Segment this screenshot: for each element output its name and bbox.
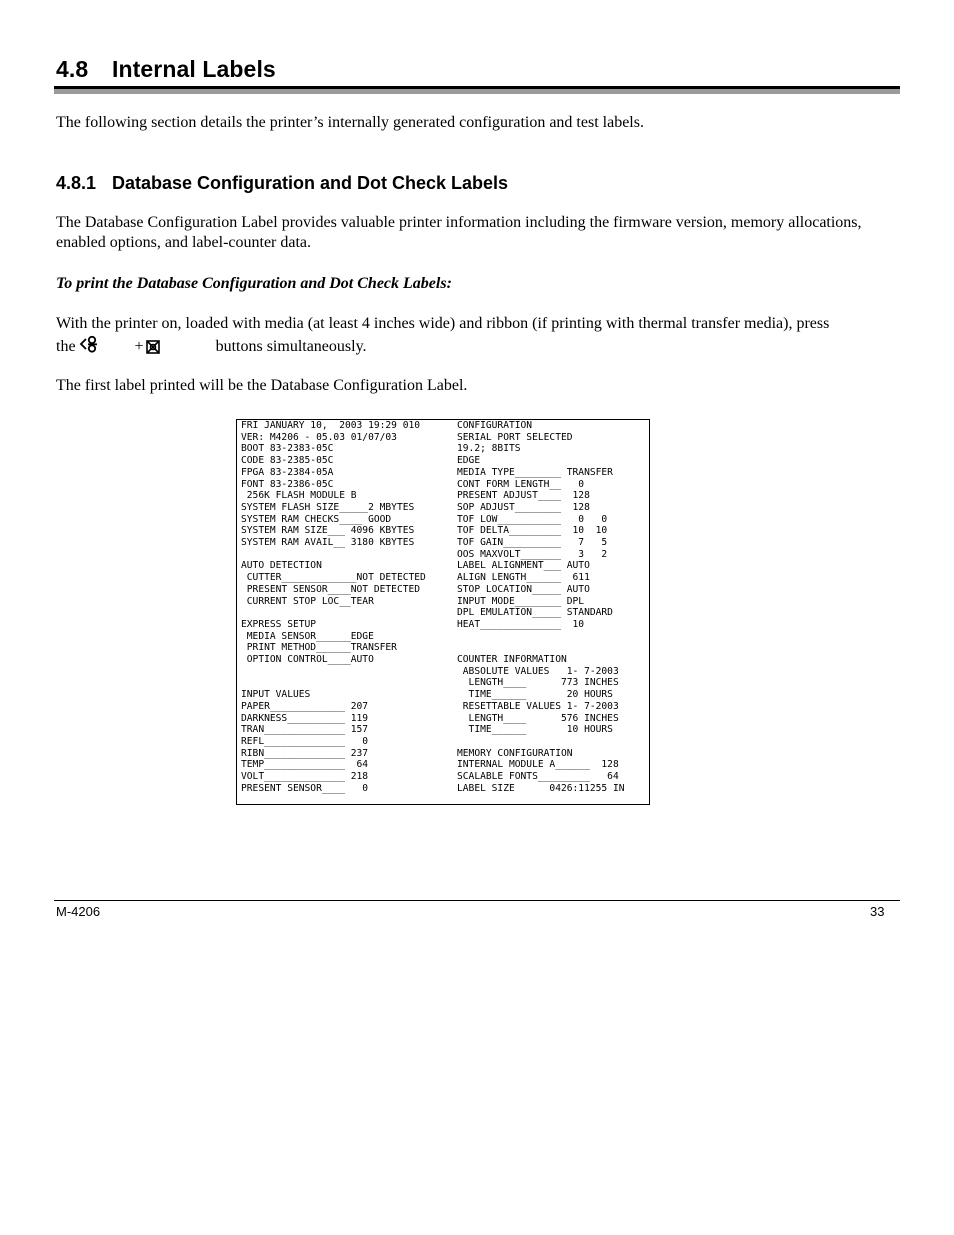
- label-line: TRAN______________ 157: [241, 724, 369, 736]
- procedure-heading: To print the Database Configuration and Dot Check Labels:: [56, 275, 452, 292]
- cancel-button-icon: [146, 340, 160, 360]
- label-line: TIME______ 20 HOURS: [457, 689, 613, 701]
- subsection-number: 4.8.1: [56, 173, 97, 193]
- label-line: [241, 549, 426, 561]
- label-line: [457, 642, 625, 654]
- subsection-title: [56, 173, 508, 194]
- label-line: SYSTEM RAM SIZE___ 4096 KBYTES: [241, 525, 415, 537]
- label-line: [241, 607, 426, 619]
- label-line: HEAT______________ 10: [457, 618, 585, 630]
- label-line: VOLT______________ 218: [241, 771, 369, 783]
- label-line: PRESENT ADJUST____ 128: [457, 490, 590, 502]
- label-line: TIME______ 10 HOURS: [457, 724, 613, 736]
- label-line: CODE 83-2385-05C: [241, 455, 334, 467]
- label-line: FONT 83-2386-05C: [241, 478, 334, 490]
- label-line: FRI JANUARY 10, 2003 19:29 010: [241, 420, 421, 431]
- label-line: EXPRESS SETUP: [241, 618, 317, 630]
- label-line: RIBN______________ 237: [241, 747, 369, 759]
- label-line: INPUT MODE________ DPL: [457, 595, 585, 607]
- label-line: TOF LOW___________ 0 0: [457, 513, 608, 525]
- instruction-plus: +: [134, 338, 144, 355]
- first-label-note: The first label printed will be the Database Configuration Label.: [56, 377, 468, 394]
- label-line: ALIGN LENGTH______ 611: [457, 572, 590, 584]
- section-number: 4.8: [56, 56, 89, 82]
- label-line: LABEL ALIGNMENT___ AUTO: [457, 560, 590, 572]
- label-line: AUTO DETECTION: [241, 560, 322, 572]
- section-title: [56, 56, 276, 83]
- label-line: DARKNESS__________ 119: [241, 712, 369, 724]
- label-line: SYSTEM RAM CHECKS____ GOOD: [241, 513, 392, 525]
- label-line: 19.2; 8BITS: [457, 443, 521, 455]
- label-line: DPL EMULATION_____ STANDARD: [457, 607, 613, 619]
- instruction-line1: With the printer on, loaded with media (at least 4 inches wide) and ribbon (if printing with thermal transfer media), press: [56, 315, 830, 332]
- feed-button-icon: [79, 334, 99, 360]
- label-line: MEDIA TYPE________ TRANSFER: [457, 466, 613, 478]
- label-line: LENGTH____ 576 INCHES: [457, 712, 619, 724]
- label-line: CURRENT STOP LOC__TEAR: [241, 595, 374, 607]
- label-line: INTERNAL MODULE A______ 128: [457, 759, 619, 771]
- instruction-paragraph: [56, 314, 886, 360]
- title-rule-shadow: [54, 89, 900, 94]
- label-line: VER: M4206 - 05.03 01/07/03: [241, 431, 397, 443]
- label-line: OPTION CONTROL____AUTO: [241, 654, 374, 666]
- label-line: OOS MAXVOLT_______ 3 2: [457, 548, 608, 560]
- label-line: PRESENT SENSOR____NOT DETECTED: [241, 583, 421, 595]
- footer-rule: [54, 900, 900, 901]
- subsection-title-text: Database Configuration and Dot Check Labels: [112, 173, 509, 193]
- label-line: BOOT 83-2383-05C: [241, 443, 334, 455]
- label-line: SYSTEM RAM AVAIL__ 3180 KBYTES: [241, 537, 415, 549]
- label-line: PRESENT SENSOR____ 0: [241, 782, 369, 794]
- label-line: INPUT VALUES: [241, 689, 311, 701]
- label-line: CUTTER_____________NOT DETECTED: [241, 572, 426, 584]
- label-line: STOP LOCATION_____ AUTO: [457, 583, 590, 595]
- label-line: SOP ADJUST________ 128: [457, 501, 590, 513]
- label-line: CONT FORM LENGTH__ 0: [457, 478, 585, 490]
- label-left-column: [241, 420, 426, 795]
- label-line: SYSTEM FLASH SIZE_____2 MBYTES: [241, 501, 415, 513]
- label-line: [241, 677, 426, 689]
- label-line: [457, 631, 625, 643]
- label-line: LABEL SIZE 0426:11255 IN: [457, 782, 625, 794]
- label-line: PRINT METHOD______TRANSFER: [241, 642, 397, 654]
- label-line: 256K FLASH MODULE B: [241, 490, 357, 502]
- label-line: [457, 736, 625, 748]
- label-line: CONFIGURATION: [457, 420, 533, 431]
- label-line: COUNTER INFORMATION: [457, 654, 567, 666]
- footer-page-number: 33: [870, 904, 885, 919]
- database-description: The Database Configuration Label provides valuable printer information including the firmware version, memory allocations, enabled options, and label-counter data.: [56, 214, 862, 251]
- instruction-the: the: [56, 338, 76, 355]
- label-line: SERIAL PORT SELECTED: [457, 431, 573, 443]
- intro-paragraph: The following section details the printer’s internally generated configuration and test labels.: [56, 114, 644, 131]
- footer-model: M-4206: [56, 904, 101, 919]
- section-title-text: Internal Labels: [112, 56, 276, 82]
- label-line: MEDIA SENSOR______EDGE: [241, 630, 374, 642]
- label-line: TEMP______________ 64: [241, 759, 369, 771]
- configuration-label-image: [236, 419, 650, 805]
- label-line: FPGA 83-2384-05A: [241, 466, 334, 478]
- label-line: ABSOLUTE VALUES 1- 7-2003: [457, 665, 619, 677]
- label-line: SCALABLE FONTS_________ 64: [457, 771, 619, 783]
- label-line: PAPER_____________ 207: [241, 700, 369, 712]
- label-line: MEMORY CONFIGURATION: [457, 747, 573, 759]
- label-line: [241, 666, 426, 678]
- label-right-column: [457, 420, 625, 795]
- label-line: LENGTH____ 773 INCHES: [457, 677, 619, 689]
- label-line: RESETTABLE VALUES 1- 7-2003: [457, 700, 619, 712]
- label-line: TOF GAIN__________ 7 5: [457, 537, 608, 549]
- label-line: EDGE: [457, 455, 481, 467]
- instruction-tail: buttons simultaneously.: [215, 338, 367, 355]
- label-line: REFL______________ 0: [241, 735, 369, 747]
- label-line: TOF DELTA_________ 10 10: [457, 525, 608, 537]
